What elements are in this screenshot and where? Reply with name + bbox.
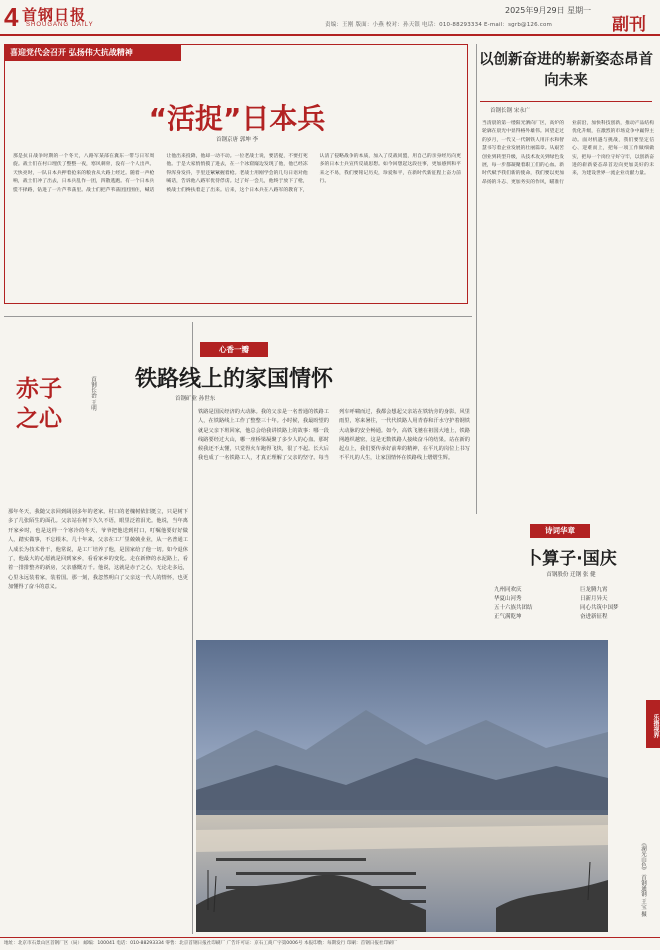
poem-line: 五十六族共团结 [494,605,533,611]
poem-line: 奋进新征程 [580,614,608,620]
photo-section-tag: 乐摄视界 [646,700,660,748]
newspaper-logo: 首钢日报 [22,6,87,24]
poem-tag: 诗词华章 [530,524,590,538]
divider-horizontal-top [4,316,472,317]
right-title-rule [480,101,652,102]
center-article-byline: 首钢矿业 孙世东 [175,396,216,402]
landscape-photo-image [196,640,608,932]
poem-line: 同心共筑中国梦 [580,605,619,611]
center-article-title: 铁路线上的家国情怀 [135,367,334,392]
right-article-body: 当清晨的第一缕阳光洒向厂区，高炉的轮廓在晨光中显得格外雄伟。回望走过的岁月，一代又一代钢铁人用汗水和智慧书写着企业发展的壮丽篇章。从艰苦创业到转型升级，从技术攻关到绿色发展，每一步都凝聚着职工们的心血。新时代赋予我们新的使命，我们要以更加昂扬的斗志、更加务实的作风，瞄准行业前沿，加快科技创新，推动产品结构优化升级，在激烈的市场竞争中赢得主动。面对机遇与挑战，我们要坚定信心、迎难而上，把每一项工作做细做实，把每一个岗位守好守牢，以创新奋进的崭新姿态昂首迈向更加美好的未来，为建设世界一流企业贡献力量。 [482,121,654,185]
poem-line: 巨龙腾九霄 [580,587,608,593]
landscape-photo [196,640,608,932]
masthead [0,0,660,36]
divider-vertical-left [192,322,193,934]
editor-contacts: 责编：王刚 版面：小燕 校对：孙天银 电话：010-88293334 E-mail：sgrb@126.com [325,22,553,28]
right-article-title: 以创新奋进的崭新姿态昂首向未来 [479,52,653,89]
poem-line: 正气满乾坤 [494,614,522,620]
poem-lines [494,586,654,622]
photo-caption: 《湖光山色》 首钢通钢 王宝 摄 [640,840,646,917]
center-tag: 心香一瓣 [200,342,268,357]
feature-body: 那是抗日战争时期的一个冬天，八路军某部在冀东一带与日军周旋。战士们在村口埋伏了整整一夜，寒风刺骨，没有一个人出声。天快亮时，一队日本兵押着抢来的粮食从大路上经过。随着一声枪响，战士们冲了出去，日本兵乱作一团，四散逃跑。有一个日本兵慌不择路，钻进了一片芦苇荡里。战士们把芦苇荡团团围住，喊话让他出来投降，他却一动不动。一位老战士说，要活捉，不要打死他。于是大家悄悄摸了进去，在一个冰窟窿边发现了他，他已经冻得浑身发抖，手里还紧紧握着枪。老战士用刚学会的几句日语对他喊话，告诉他八路军优待俘虏。过了好一会儿，他终于放下了枪，被战士们搀扶着走了出来。后来，这个日本兵在八路军的教育下，认清了侵略战争的本质，加入了反战同盟，用自己的亲身经历向更多的日本士兵宣传反战思想。如今回想起这段往事，更加感到和平来之不易，我们要铭记历史，珍爱和平，在新时代新征程上奋力前行。 [13,154,461,193]
right-article-byline: 首钢长钢 宋永广 [490,108,531,114]
center-article-body: 铁路是国民经济的大动脉。我的父亲是一名普通的铁路工人，在铁路线上工作了整整三十年。小时候，我最盼望的就是父亲下班回家，他总会给我讲铁路上的故事：哪一段线路要经过大山，哪一座桥梁凝聚了多少人的心血。那时候我还不太懂，只觉得火车跑得飞快，很了不起。长大后我也成了一名铁路工人，才真正理解了父亲的坚守。每当列车呼啸而过，我都会想起父亲站在铁轨旁的身影。风里雨里，寒来暑往，一代代铁路人用青春和汗水守护着钢铁大动脉的安全畅通。如今，高铁飞驰在祖国大地上，铁路网越织越密，这是无数铁路人接续奋斗的结果。站在新的起点上，我们要传承好前辈的精神，在平凡的岗位上书写不平凡的人生，让家国情怀在铁路线上熠熠生辉。 [198,409,470,462]
poem-line: 华夏山河秀 [494,596,522,602]
poem-line: 九州同欢庆 [494,587,522,593]
poem-title: 卜算子·国庆 [525,549,617,569]
feature-byline: 首钢京唐 郭坤 李 [216,137,258,143]
feature-top-left [4,44,468,304]
divider-vertical-right [476,44,477,514]
page-number: 4 [4,2,19,32]
page-footer: 地址：北京市石景山区首钢厂区（局） 邮编：100041 电话：010-88293334 零售：北京首钢日报社印刷厂 广告许可证：京石工商广字第0006号 本报印数：每期发行 印刷：首钢日报社印刷厂 [0,937,660,950]
feature-title: “活捉”日本兵 [148,102,326,135]
poem-line: 日新月异天 [580,596,608,602]
feature-banner: 喜迎党代会召开 弘扬伟大抗战精神 [5,45,181,61]
mid-left-body: 那年冬天，我随父亲回到阔别多年的老家。村口的老槐树依旧挺立，只是树下多了几张陌生的面孔。父亲站在树下久久不语，眼里泛着泪光。他说，当年离开家乡时，也是这样一个寒冷的冬天，爷爷把他送到村口，叮嘱他要好好做人，踏实做事，不忘根本。几十年来，父亲在工厂里兢兢业业，从一名普通工人成长为技术骨干，他常说，是工厂培养了他，是国家给了他一切。如今退休了，他最大的心愿就是回到家乡，看看家乡的变化。走在新修的水泥路上，看着一排排整齐的新房，父亲感慨万千。他说，这就是赤子之心，无论走多远，心里永远装着家，装着国。那一刻，我忽然明白了父亲这一代人的情怀，也更加懂得了奋斗的意义。 [8,509,188,591]
issue-date: 2025年9月29日 星期一 [505,6,592,15]
mid-left-byline: 首钢长治 王明 [90,376,96,411]
poem-byline: 首钢股份 迁钢 张 健 [546,572,596,578]
newspaper-logo-sub: SHOUGANG DAILY [26,22,94,28]
mid-left-title: 赤子之心 [16,376,62,432]
section-name: 副刊 [612,15,646,35]
